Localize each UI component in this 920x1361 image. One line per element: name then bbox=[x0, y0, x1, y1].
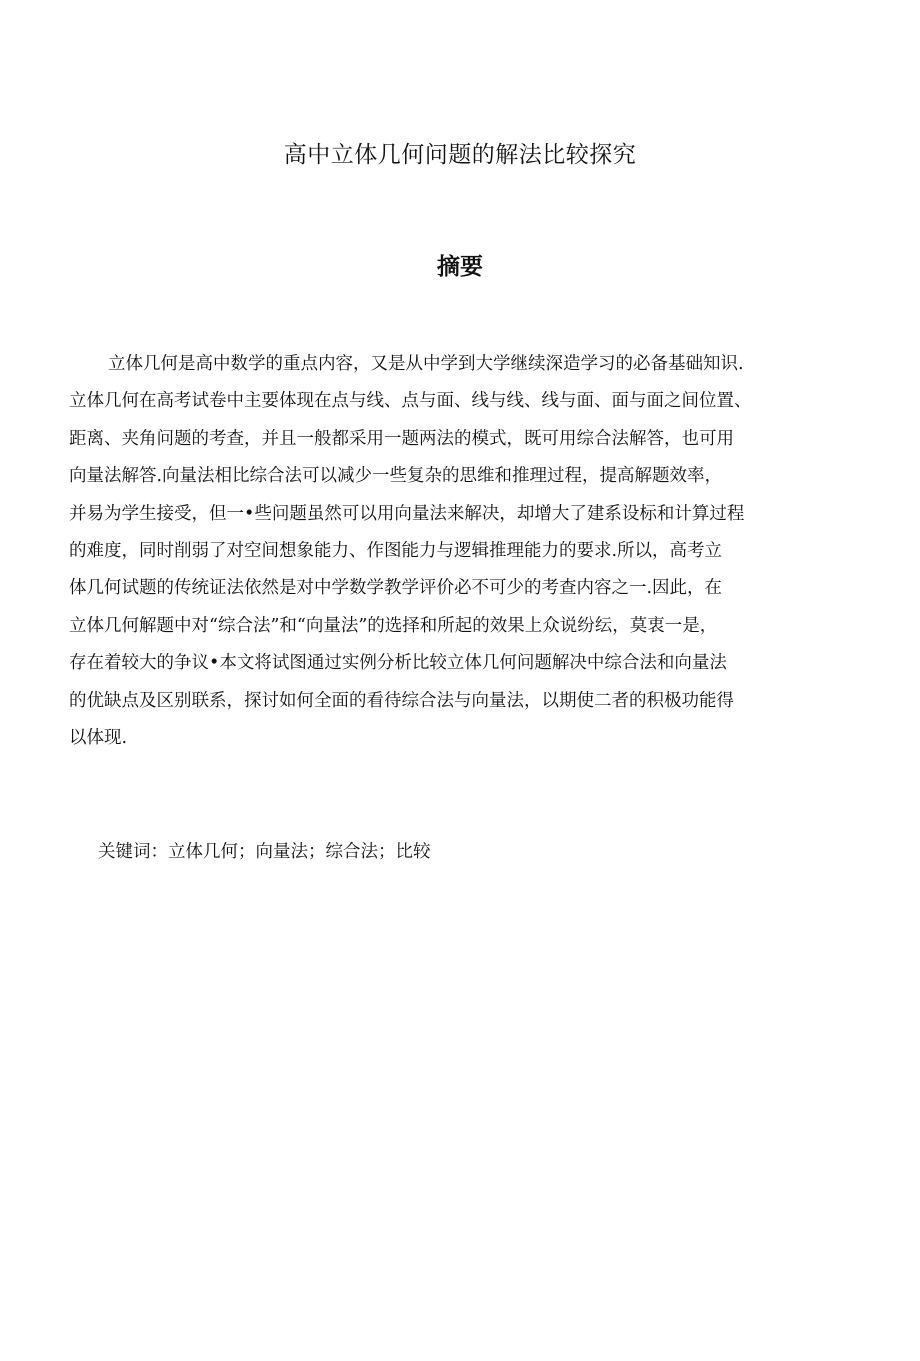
abstract-line: 立体几何在高考试卷中主要体现在点与线、点与面、线与线、线与面、面与面之间位置、 bbox=[69, 391, 752, 412]
abstract-line: 立体几何解题中对“综合法”和“向量法”的选择和所起的效果上众说纷纭，莫衷一是， bbox=[69, 615, 718, 636]
abstract-heading: 摘要 bbox=[437, 254, 483, 280]
abstract-line: 体几何试题的传统证法依然是对中学数学教学评价必不可少的考查内容之一.因此，在 bbox=[69, 578, 723, 599]
abstract-line: 并易为学生接受，但一•些问题虽然可以用向量法来解决，却增大了建系设标和计算过程 bbox=[69, 503, 745, 524]
abstract-line: 距离、夹角问题的考查，并且一般都采用一题两法的模式，既可用综合法解答，也可用 bbox=[69, 428, 734, 449]
document-title: 高中立体几何问题的解法比较探究 bbox=[283, 142, 637, 168]
abstract-body bbox=[69, 346, 809, 757]
keywords-line: 关键词：立体几何；向量法；综合法；比较 bbox=[98, 842, 431, 862]
abstract-line: 立体几何是高中数学的重点内容，又是从中学到大学继续深造学习的必备基础知识. bbox=[108, 354, 744, 374]
abstract-line: 向量法解答.向量法相比综合法可以减少一些复杂的思维和推理过程，提高解题效率， bbox=[69, 466, 723, 487]
abstract-line: 的难度，同时削弱了对空间想象能力、作图能力与逻辑推理能力的要求.所以，高考立 bbox=[69, 540, 723, 561]
abstract-line: 的优缺点及区别联系，探讨如何全面的看待综合法与向量法，以期使二者的积极功能得 bbox=[69, 690, 734, 711]
abstract-line: 存在着较大的争议•本文将试图通过实例分析比较立体几何问题解决中综合法和向量法 bbox=[69, 653, 727, 674]
abstract-line: 以体现. bbox=[69, 727, 128, 748]
